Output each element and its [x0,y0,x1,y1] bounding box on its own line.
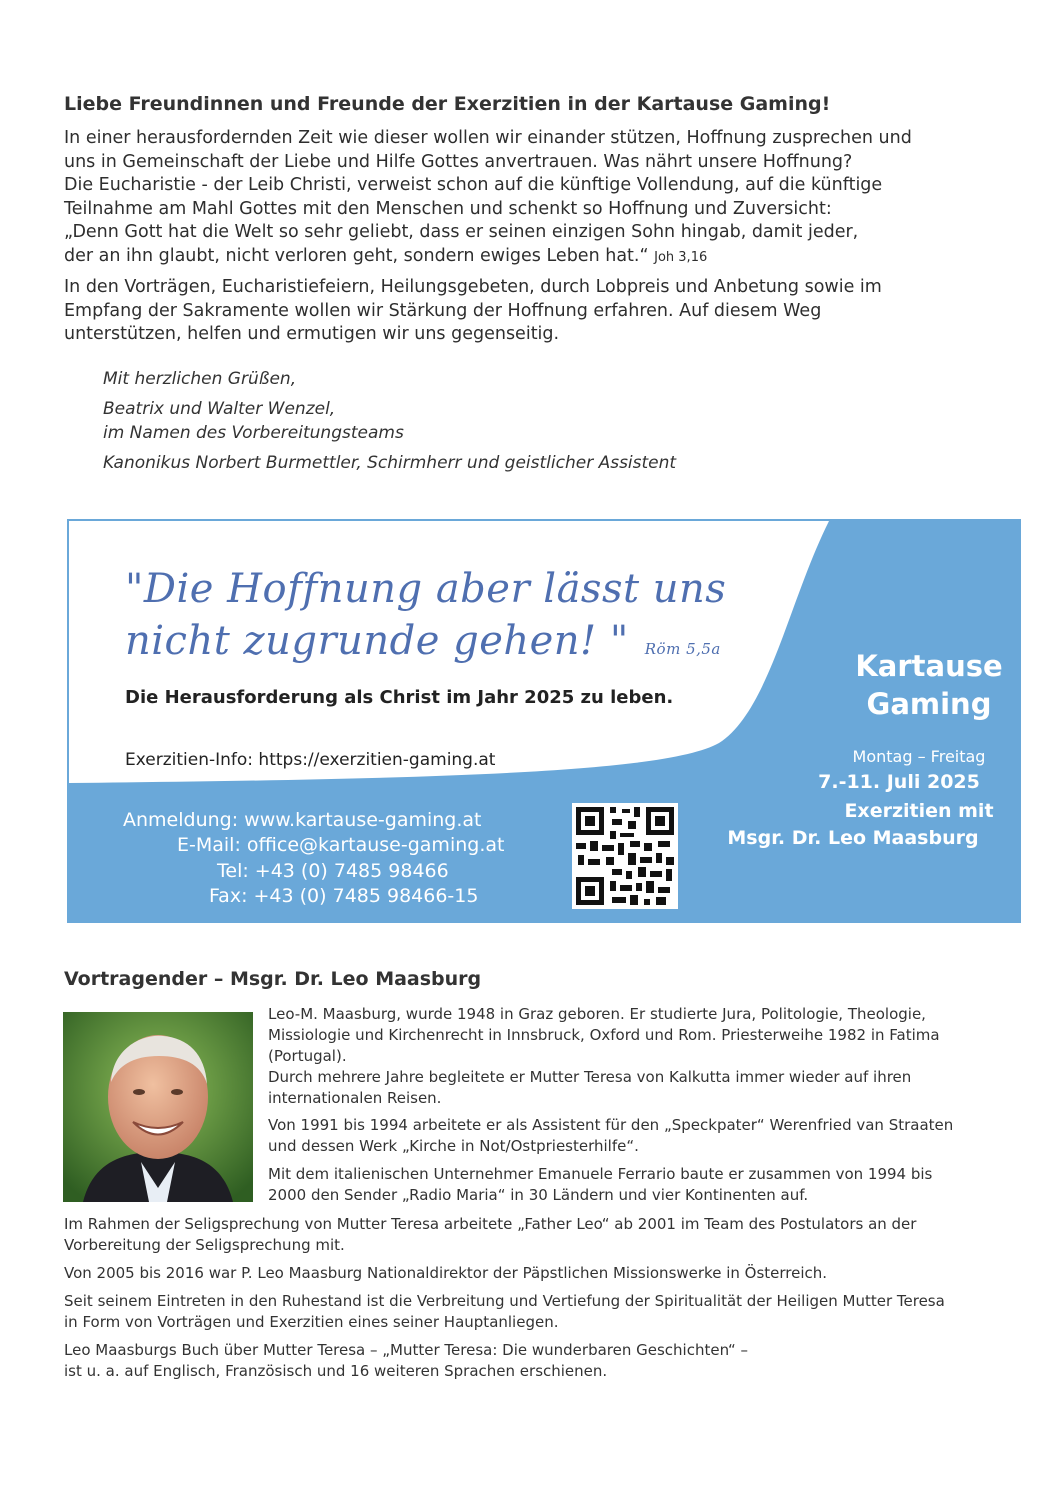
bio-paragraph-6 [64,1291,1024,1333]
text-line: der an ihn glaubt, nicht verloren geht, sondern ewiges Leben hat.“ [64,245,649,266]
letter-paragraph-1 [64,127,1024,269]
text-line: (Portugal). [268,1047,347,1065]
registration-url: Anmeldung: www.kartause-gaming.at [123,809,482,831]
portrait-icon [63,1012,253,1202]
speaker-title: Vortragender – Msgr. Dr. Leo Maasburg [64,968,482,990]
venue-name-line: Kartause [855,649,1003,683]
event-title: Exerzitien mit [844,800,994,822]
text-line: Vorbereitung der Seligsprechung mit. [64,1236,345,1254]
bio-paragraph-3 [268,1164,1028,1206]
text-line: Durch mehrere Jahre begleitete er Mutter Teresa von Kalkutta immer wieder auf ihren [268,1068,912,1086]
bio-paragraph-1 [268,1004,1028,1109]
event-dates: 7.-11. Juli 2025 [818,771,980,793]
banner-quote [125,563,726,675]
text-line: Empfang der Sakramente wollen wir Stärkung der Hoffnung erfahren. Auf diesem Weg [64,300,822,321]
qr-code [572,803,678,909]
text-line: Von 1991 bis 1994 arbeitete er als Assistent für den „Speckpater“ Werenfried van Straaten [268,1116,954,1134]
text-line: internationalen Reisen. [268,1089,442,1107]
quote-reference: Röm 5,5a [644,640,721,658]
contact-email: E-Mail: office@kartause-gaming.at [177,834,505,856]
bible-reference: Joh 3,16 [654,249,708,265]
event-speaker: Msgr. Dr. Leo Maasburg [727,827,979,849]
text-line: Teilnahme am Mahl Gottes mit den Menschen und schenkt so Hoffnung und Zuversicht: [64,198,832,219]
qr-code-icon [572,803,678,909]
bio-paragraph-7 [64,1340,1024,1382]
text-line: 2000 den Sender „Radio Maria“ in 30 Ländern und vier Kontinenten auf. [268,1186,809,1204]
team-note: im Namen des Vorbereitungsteams [103,423,404,443]
speaker-photo [63,1012,253,1202]
text-line: und dessen Werk „Kirche in Not/Ostpriesterhilfe“. [268,1137,639,1155]
text-line: Im Rahmen der Seligsprechung von Mutter Teresa arbeitete „Father Leo“ ab 2001 im Team des Postulators an der [64,1215,917,1233]
greeting: Mit herzlichen Grüßen, [103,369,297,389]
patron: Kanonikus Norbert Burmettler, Schirmherr und geistlicher Assistent [103,453,677,473]
venue-name-line: Gaming [866,687,992,721]
text-line: Leo-M. Maasburg, wurde 1948 in Graz geboren. Er studierte Jura, Politologie, Theologie, [268,1005,926,1023]
text-line: ist u. a. auf Englisch, Französisch und 16 weiteren Sprachen erschienen. [64,1362,608,1380]
text-line: In einer herausfordernden Zeit wie dieser wollen wir einander stützen, Hoffnung zusprechen und [64,128,912,148]
bio-paragraph-4 [64,1214,1024,1256]
text-line: Leo Maasburgs Buch über Mutter Teresa – „Mutter Teresa: Die wunderbaren Geschichten“ – [64,1341,749,1359]
text-line: Die Eucharistie - der Leib Christi, verweist schon auf die künftige Vollendung, auf die künftige [64,175,883,195]
event-banner [67,519,1021,923]
text-line: Seit seinem Eintreten in den Ruhestand ist die Verbreitung und Vertiefung der Spiritualität der Heiligen Mutter Teresa [64,1292,945,1310]
contact-phone: Tel: +43 (0) 7485 98466 [217,860,449,882]
text-line: Missiologie und Kirchenrecht in Innsbruck, Oxford und Rom. Priesterweihe 1982 in Fatima [268,1026,940,1044]
venue-name [829,647,1021,723]
banner-info: Exerzitien-Info: https://exerzitien-gaming.at [125,750,496,770]
text-line: unterstützen, helfen und ermutigen wir uns gegenseitig. [64,324,560,344]
text-line: Mit dem italienischen Unternehmer Emanuele Ferrario baute er zusammen von 1994 bis [268,1165,933,1183]
signers: Beatrix und Walter Wenzel, [103,399,336,419]
letter-title: Liebe Freundinnen und Freunde der Exerzitien in der Kartause Gaming! [64,93,831,115]
bio-paragraph-2 [268,1115,1028,1157]
quote-line: "Die Hoffnung aber lässt uns [125,566,727,612]
text-line: „Denn Gott hat die Welt so sehr geliebt, dass er seinen einzigen Sohn hingab, damit jeder, [64,222,859,242]
text-line: in Form von Vorträgen und Exerzitien eines seiner Hauptanliegen. [64,1313,559,1331]
bio-paragraph-5 [64,1263,1024,1284]
text-line: Von 2005 bis 2016 war P. Leo Maasburg Nationaldirektor der Päpstlichen Missionswerke in Österreich. [64,1264,828,1282]
event-days: Montag – Freitag [852,747,986,766]
quote-line: nicht zugrunde gehen! " [125,618,629,664]
text-line: uns in Gemeinschaft der Liebe und Hilfe Gottes anvertrauen. Was nährt unsere Hoffnung? [64,151,853,172]
letter-paragraph-2 [64,276,1024,347]
contact-fax: Fax: +43 (0) 7485 98466-15 [209,885,479,907]
text-line: In den Vorträgen, Eucharistiefeiern, Heilungsgebeten, durch Lobpreis und Anbetung sowie im [64,277,882,297]
banner-subtitle: Die Herausforderung als Christ im Jahr 2025 zu leben. [125,687,674,708]
